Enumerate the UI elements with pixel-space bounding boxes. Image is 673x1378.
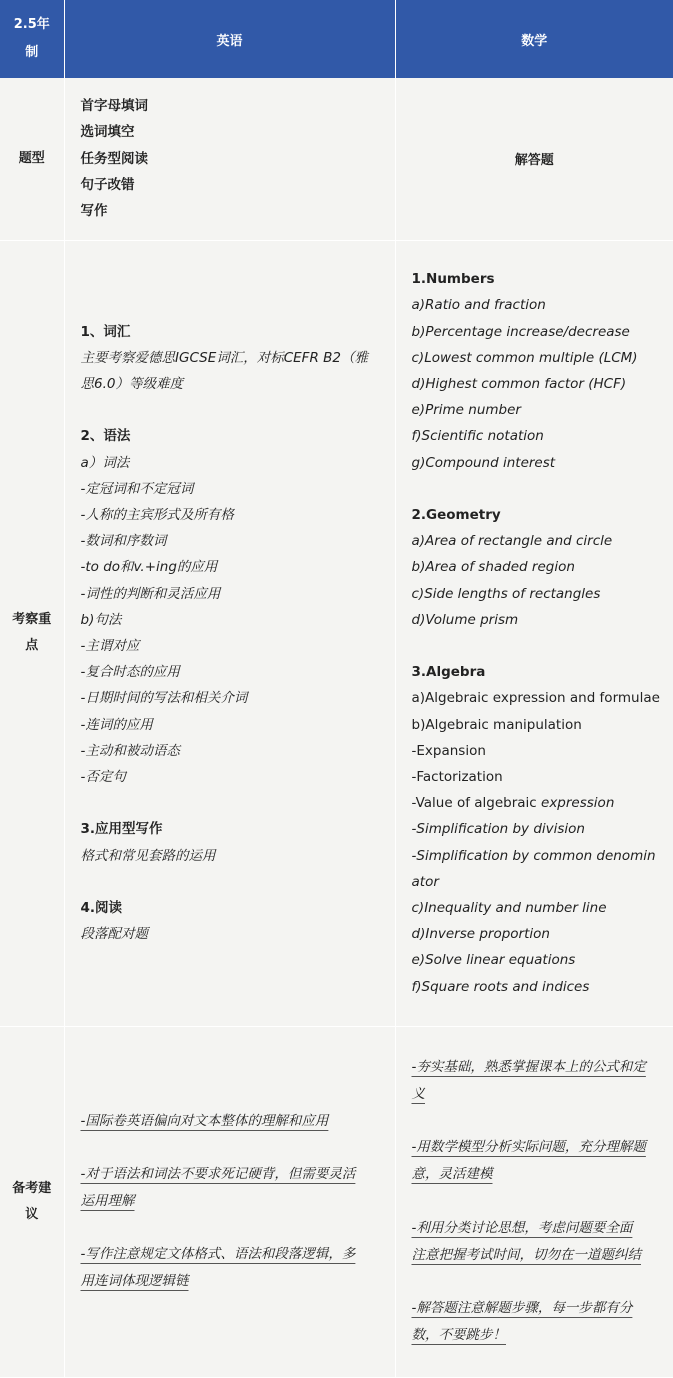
english-question-types <box>64 78 395 240</box>
row-label-advice-line1: 备考建 <box>12 1180 52 1196</box>
list-item: 选词填空 <box>80 124 135 141</box>
english-advice <box>64 1026 395 1377</box>
row-focus <box>0 240 673 1026</box>
section-title: 3.Algebra <box>411 664 486 681</box>
list-item: b)Area of shaded region <box>411 559 575 576</box>
row-label-focus-line2: 点 <box>25 638 39 653</box>
list-item: -主动和被动语态 <box>80 742 180 759</box>
list-item: a)Algebraic expression and formulae <box>411 690 660 707</box>
list-item: d)Inverse proportion <box>411 926 550 943</box>
list-item: f)Scientific notation <box>411 428 544 445</box>
list-item: e)Solve linear equations <box>411 952 576 969</box>
list-item: -复合时态的应用 <box>80 664 180 681</box>
list-item: -数词和序数词 <box>80 533 167 550</box>
text-line: 主要考察爱德思IGCSE词汇，对标CEFR B2（雅 <box>80 349 368 366</box>
row-label-question-types: 题型 <box>0 78 64 240</box>
list-item: a)Area of rectangle and circle <box>411 533 613 550</box>
section-title: 2、语法 <box>80 428 131 445</box>
text-line: 思6.0）等级难度 <box>80 375 183 392</box>
list-item: -Simplification by division <box>411 821 585 838</box>
list-item: a)Ratio and fraction <box>411 297 546 314</box>
list-item: -to do和v.+ing的应用 <box>80 559 218 576</box>
math-focus <box>395 240 673 1026</box>
header-english: 英语 <box>64 0 395 78</box>
list-item: c)Lowest common multiple (LCM) <box>411 349 638 366</box>
list-item: -Factorization <box>411 769 503 785</box>
list-item: e)Prime number <box>411 402 521 419</box>
text-line: 格式和常见套路的运用 <box>80 847 216 864</box>
list-item <box>412 790 660 816</box>
list-item: -连词的应用 <box>80 716 153 733</box>
list-item: -词性的判断和灵活应用 <box>80 585 221 602</box>
list-item: -否定句 <box>80 769 126 786</box>
row-label-advice <box>0 1026 64 1377</box>
row-label-focus-line1: 考察重 <box>12 612 52 627</box>
list-item: -主谓对应 <box>80 638 140 654</box>
list-item: a）词法 <box>80 454 130 471</box>
value-text-italic: expression <box>541 795 615 812</box>
list-item: -定冠词和不定冠词 <box>80 480 194 497</box>
section-title: 4.阅读 <box>80 900 123 916</box>
advice-item: -写作注意规定文体格式、语法和段落逻辑，多 用连词体现逻辑链 <box>80 1246 356 1290</box>
advice-item: -用数学模型分析实际问题，充分理解题 意，灵活建模 <box>411 1139 646 1183</box>
list-item: -Expansion <box>411 742 486 759</box>
advice-item: -国际卷英语偏向对文本整体的理解和应用 <box>80 1112 329 1129</box>
list-item: f)Square roots and indices <box>411 978 590 995</box>
row-question-types <box>0 78 673 240</box>
header-program-line2: 制 <box>25 45 39 60</box>
header-row <box>0 0 673 78</box>
list-item: b)Percentage increase/decrease <box>411 323 630 340</box>
text-line: 段落配对题 <box>80 926 148 943</box>
english-focus <box>64 240 395 1026</box>
advice-item: -利用分类讨论思想，考虑问题要全面 注意把握考试时间，切勿在一道题纠结 <box>411 1219 641 1263</box>
list-item: d)Volume prism <box>411 611 519 628</box>
list-item: 写作 <box>80 203 108 220</box>
section-title: 2.Geometry <box>411 506 501 523</box>
section-title: 1.Numbers <box>411 271 495 288</box>
list-item: 句子改错 <box>80 176 135 193</box>
header-program <box>0 0 64 78</box>
row-label-focus <box>0 240 64 1026</box>
header-math: 数学 <box>395 0 673 78</box>
advice-item: -对于语法和词法不要求死记硬背，但需要灵活 运用理解 <box>80 1166 356 1209</box>
math-advice <box>395 1026 673 1377</box>
value-text: -Value of algebraic <box>411 795 542 812</box>
list-item: -日期时间的写法和相关介词 <box>80 690 248 707</box>
row-advice <box>0 1026 673 1377</box>
list-item: -Simplification by common denomin <box>411 847 656 864</box>
list-item: c)Side lengths of rectangles <box>411 585 601 602</box>
list-item: c)Inequality and number line <box>411 900 607 917</box>
row-label-advice-line2: 议 <box>25 1206 39 1222</box>
list-item: ator <box>411 873 439 890</box>
advice-item: -夯实基础，熟悉掌握课本上的公式和定 义 <box>411 1059 646 1103</box>
list-item: d)Highest common factor (HCF) <box>411 375 627 392</box>
section-title: 1、词汇 <box>80 323 131 340</box>
advice-item: -解答题注意解题步骤，每一步都有分 数，不要跳步！ <box>411 1299 633 1343</box>
list-item: -人称的主宾形式及所有格 <box>80 506 234 523</box>
math-question-types: 解答题 <box>395 78 673 240</box>
list-item: b)句法 <box>80 611 122 628</box>
list-item: 首字母填词 <box>80 98 148 115</box>
list-item: g)Compound interest <box>411 454 556 471</box>
section-title: 3.应用型写作 <box>80 821 163 838</box>
header-program-line1: 2.5年 <box>13 17 50 32</box>
list-item: b)Algebraic manipulation <box>411 716 582 733</box>
list-item: 任务型阅读 <box>80 150 148 167</box>
